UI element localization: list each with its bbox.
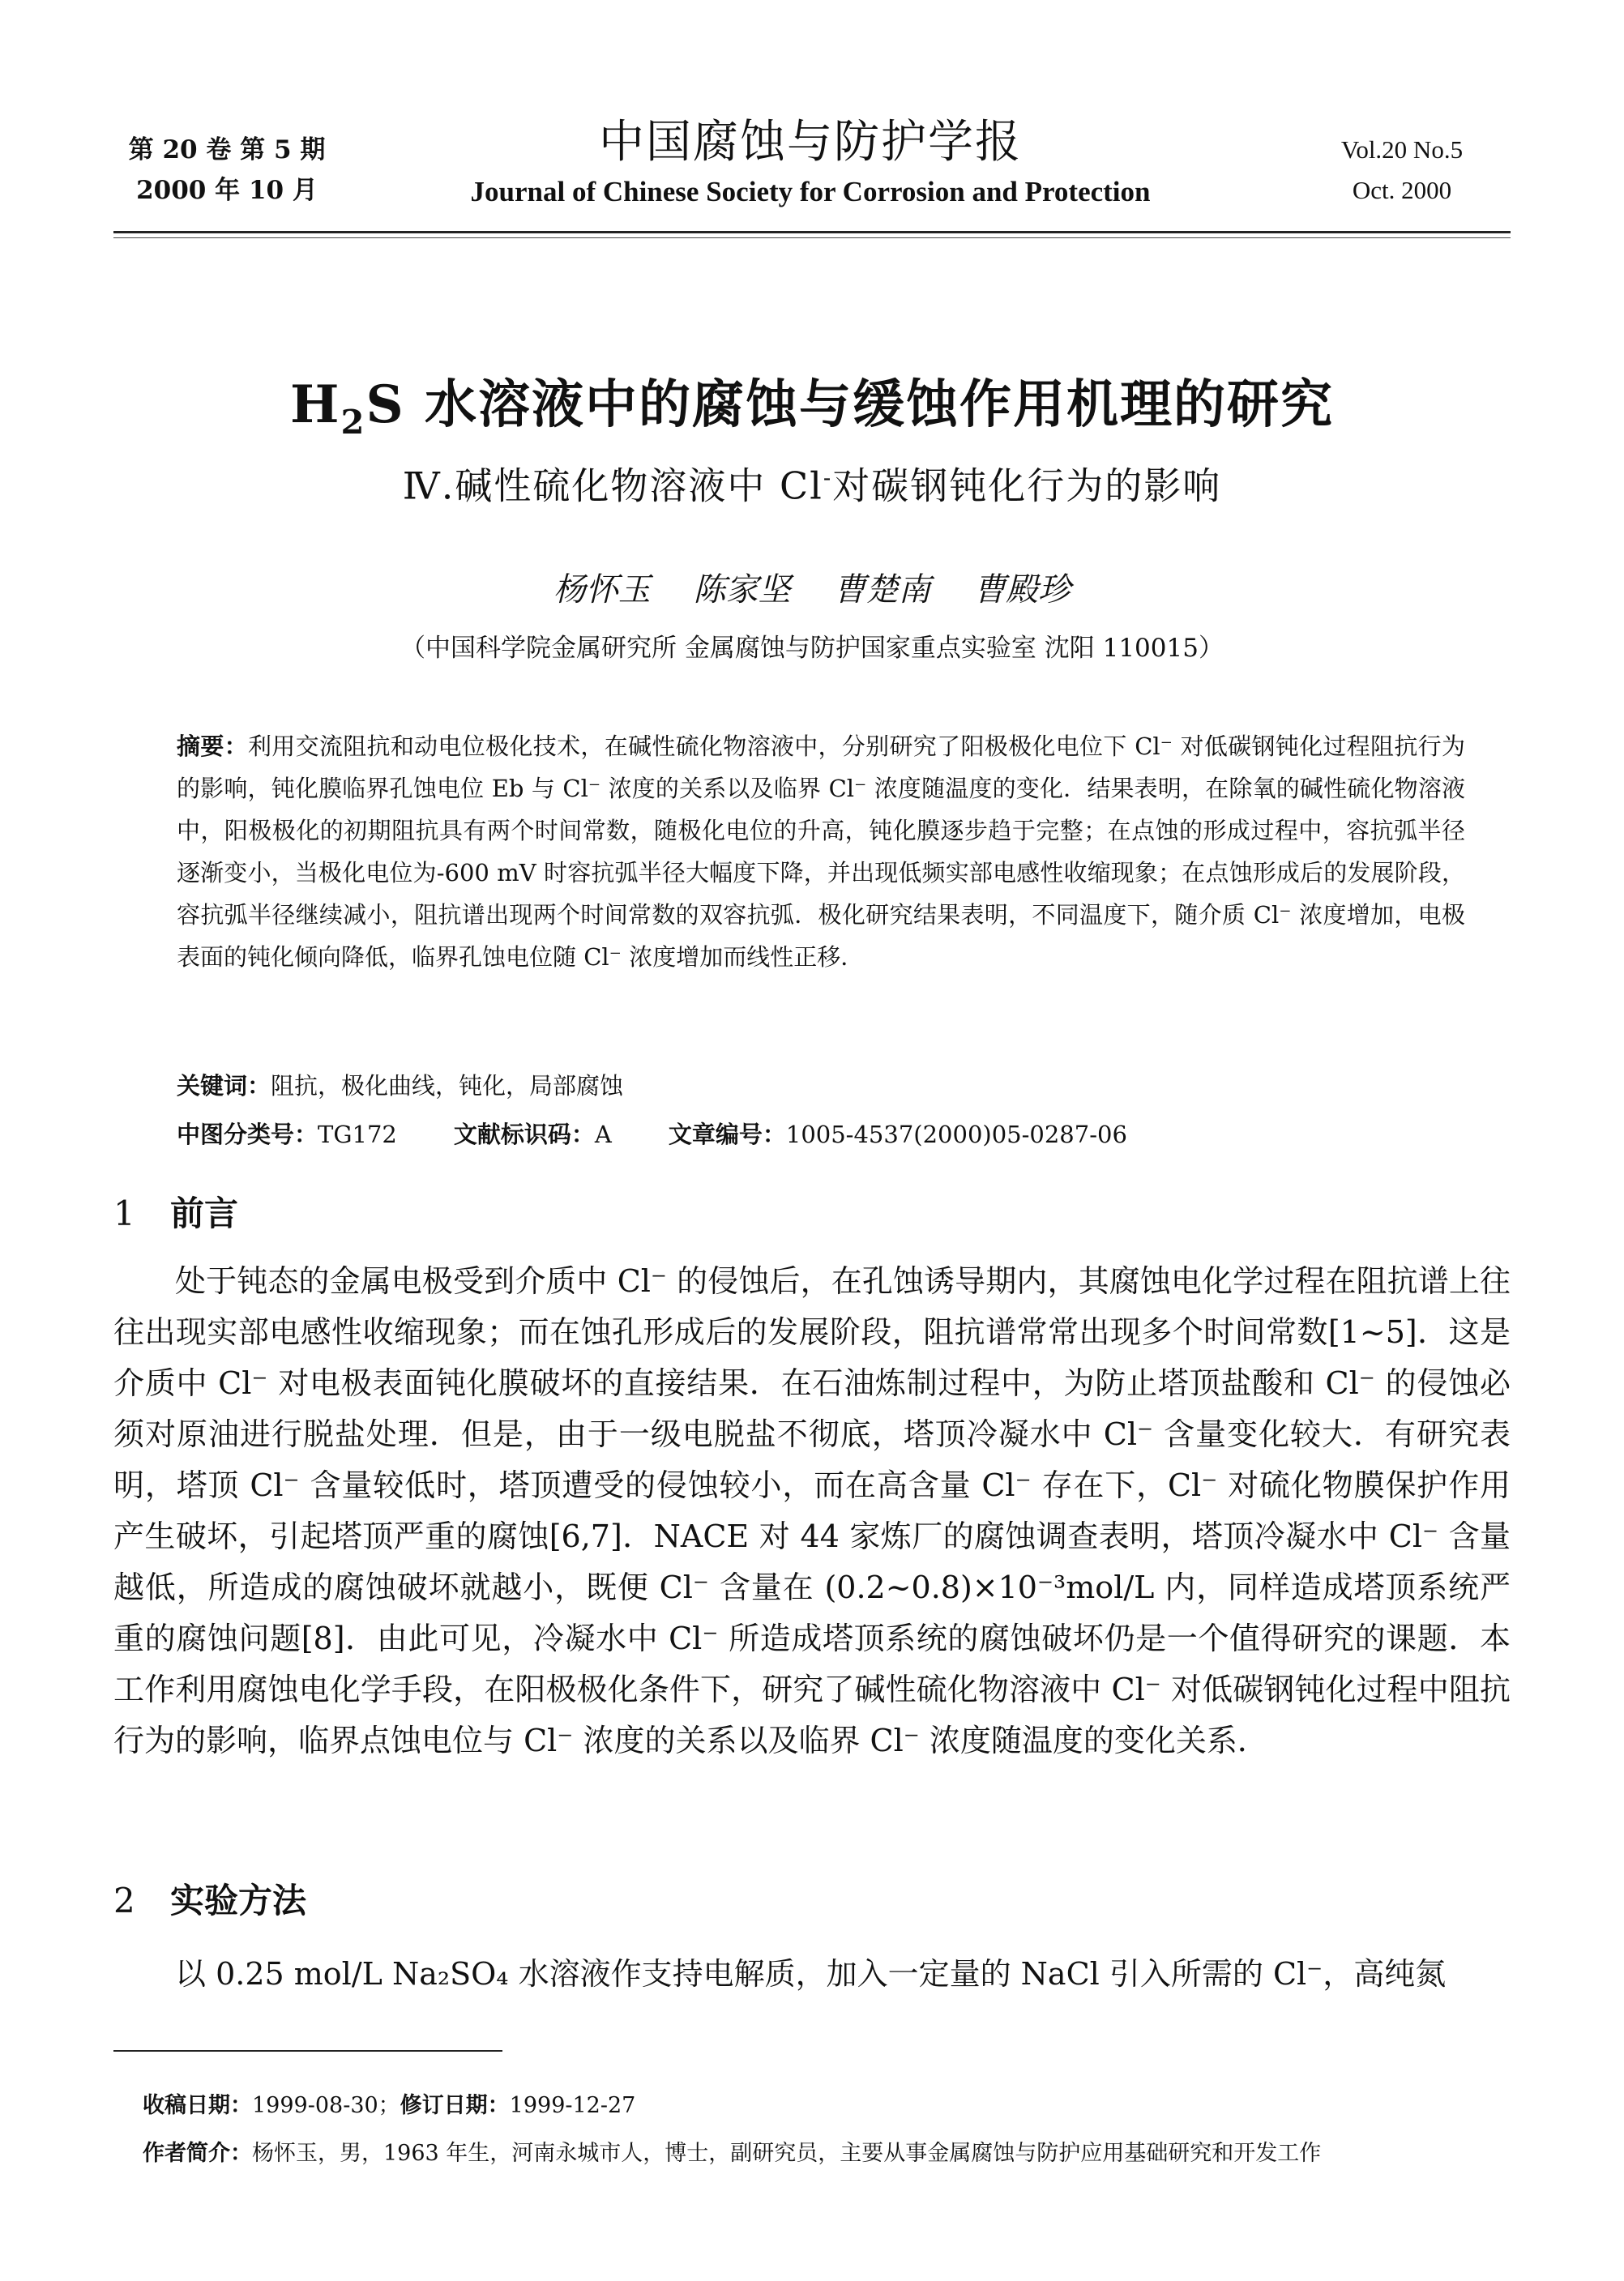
doc-code-value: A [594, 1121, 612, 1148]
section-1-body: 处于钝态的金属电极受到介质中 Cl⁻ 的侵蚀后，在孔蚀诱导期内，其腐蚀电化学过程在阻抗谱上往往出现实部电感性收缩现象；而在蚀孔形成后的发展阶段，阻抗谱常常出现多个时间常数[1~5]．这是介质中 Cl⁻ 对电极表面钝化膜破坏的直接结果．在石油炼制过程中，为防止塔顶盐酸和 Cl⁻ 的侵蚀必须对原油进行脱盐处理．但是，由于一级电脱盐不彻底，塔顶冷凝水中 Cl⁻ 含量变化较大．有研究表明，塔顶 Cl⁻ 含量较低时，塔顶遭受的侵蚀较小，而在高含量 Cl⁻ 存在下，Cl⁻ 对硫化物膜保护作用产生破坏，引起塔顶严重的腐蚀[6,7]．NACE 对 44 家炼厂的腐蚀调查表明，塔顶冷凝水中 Cl⁻ 含量越低，所造成的腐蚀破坏就越小，既便 Cl⁻ 含量在 (0.2~0.8)×10⁻³mol/L 内，同样造成塔顶系统严重的腐蚀问题[8]．由此可见，冷凝水中 Cl⁻ 所造成塔顶系统的腐蚀破坏仍是一个值得研究的课题．本工作利用腐蚀电化学手段，在阳极极化条件下，研究了碱性硫化物溶液中 Cl⁻ 对低碳钢钝化过程中阻抗行为的影响，临界点蚀电位与 Cl⁻ 浓度的关系以及临界 Cl⁻ 浓度随温度的变化关系． [113, 1263, 1511, 1758]
title-sub: 2 [340, 401, 366, 442]
author-bio-value: 杨怀玉，男，1963 年生，河南永城市人，博士，副研究员，主要从事金属腐蚀与防护应用基础研究和开发工作 [252, 2141, 1322, 2166]
revised-value: 1999-12-27 [509, 2093, 636, 2118]
title-pre: H [290, 374, 341, 435]
subtitle-post: 对碳钢钝化行为的影响 [832, 463, 1222, 508]
section-1-number: 1 [113, 1194, 135, 1233]
abstract [177, 725, 1465, 978]
volume-en: Vol.20 No.5 [1340, 135, 1464, 164]
revised-label: 修订日期： [400, 2093, 510, 2118]
article-no-label: 文章编号： [668, 1121, 786, 1148]
footnote-dates [143, 2087, 1520, 2125]
subtitle-pre: Ⅳ.碱性硫化物溶液中 Cl [402, 463, 823, 508]
received-label: 收稿日期： [143, 2093, 252, 2118]
issue-info-en [1280, 130, 1524, 211]
keywords-label: 关键词： [177, 1072, 271, 1100]
article-no-value: 1005-4537(2000)05-0287-06 [785, 1121, 1127, 1148]
journal-title-cn: 中国腐蚀与防护学报 [599, 116, 1022, 169]
affiliation: （中国科学院金属研究所 金属腐蚀与防护国家重点实验室 沈阳 110015） [400, 634, 1224, 663]
abstract-label: 摘要： [177, 733, 248, 760]
journal-title-en: Journal of Chinese Society for Corrosion and Protection [470, 176, 1151, 207]
section-1-title: 前言 [170, 1194, 239, 1233]
footnote-rule [113, 2050, 502, 2052]
journal-header [357, 113, 1264, 212]
header-rule-thin [113, 237, 1511, 238]
clc-label: 中图分类号： [177, 1121, 318, 1148]
paper-subtitle [113, 454, 1511, 510]
author-bio-label: 作者简介： [143, 2141, 252, 2166]
doc-code-label: 文献标识码： [453, 1121, 595, 1148]
section-2-number: 2 [113, 1881, 135, 1920]
author-list: 杨怀玉 陈家坚 曹楚南 曹殿珍 [553, 571, 1071, 609]
abstract-text: 利用交流阻抗和动电位极化技术，在碱性硫化物溶液中，分别研究了阳极极化电位下 Cl⁻ 对低碳钢钝化过程阻抗行为的影响，钝化膜临界孔蚀电位 Eb 与 Cl⁻ 浓度的关系以及临界 Cl⁻ 浓度随温度的变化．结果表明，在除氧的碱性硫化物溶液中，阳极极化的初期阻抗具有两个时间常数，随极化电位的升高，钝化膜逐步趋于完整；在点蚀的形成过程中，容抗弧半径逐渐变小，当极化电位为-600 mV 时容抗弧半径大幅度下降，并出现低频实部电感性收缩现象；在点蚀形成后的发展阶段，容抗弧半径继续减小，阻抗谱出现两个时间常数的双容抗弧．极化研究结果表明，不同温度下，随介质 Cl⁻ 浓度增加，电极表面的钝化倾向降低，临界孔蚀电位随 Cl⁻ 浓度增加而线性正移． [177, 733, 1465, 971]
keywords-text: 阻抗，极化曲线，钝化，局部腐蚀 [271, 1072, 624, 1100]
date-en: Oct. 2000 [1352, 176, 1452, 204]
volume-cn: 第 20 卷 第 5 期 [128, 135, 326, 164]
header-rule-thick [113, 231, 1511, 233]
section-2-title: 实验方法 [170, 1881, 307, 1920]
section-2-body: 以 0.25 mol/L Na₂SO₄ 水溶液作支持电解质，加入一定量的 NaCl 引入所需的 Cl⁻，高纯氮 [175, 1956, 1447, 1992]
received-value: 1999-08-30； [252, 2093, 400, 2118]
subtitle-sup: - [823, 464, 833, 491]
section-1-heading [113, 1191, 238, 1237]
classification-line [177, 1114, 1465, 1155]
title-post: S 水溶液中的腐蚀与缓蚀作用机理的研究 [365, 374, 1334, 435]
paper-title [113, 373, 1511, 455]
keywords [177, 1066, 1465, 1106]
footnote-author [143, 2134, 1520, 2173]
clc-value: TG172 [318, 1121, 397, 1148]
issue-info-cn [113, 130, 340, 211]
date-cn: 2000 年 10 月 [136, 176, 318, 205]
section-2-heading [113, 1878, 306, 1924]
